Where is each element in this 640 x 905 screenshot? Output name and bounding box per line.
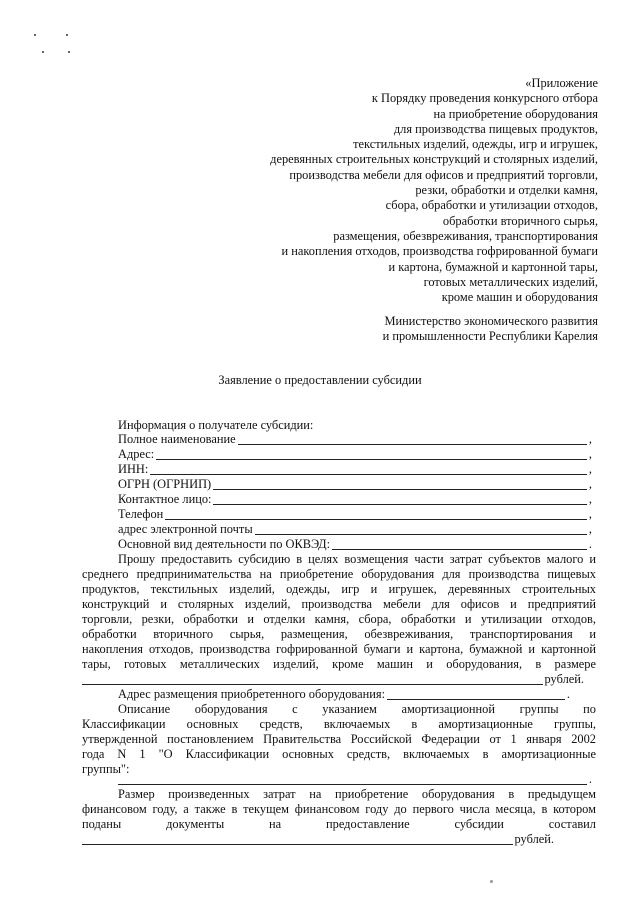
description-line: Описание оборудования с указанием амортизационной группы по <box>118 702 596 716</box>
addressee-block <box>298 314 598 345</box>
phone-field[interactable] <box>165 509 587 520</box>
field-comma: , <box>588 492 592 506</box>
ogrn-field[interactable] <box>213 479 587 490</box>
header-line: резки, обработки и отделки камня, <box>415 183 598 198</box>
field-period: . <box>566 687 570 701</box>
field-period: . <box>588 537 592 551</box>
okved-label: Основной вид деятельности по ОКВЭД: <box>118 537 331 551</box>
amount-currency-label: рублей. <box>514 832 554 846</box>
scan-speck <box>42 51 44 53</box>
header-line: готовых металлических изделий, <box>423 274 598 289</box>
equipment-address-field[interactable] <box>387 689 565 700</box>
header-line: и накопления отходов, производства гофрированной бумаги <box>281 244 598 259</box>
description-line: группы": <box>82 762 130 776</box>
contact-row <box>118 492 592 507</box>
appendix-header <box>198 76 598 305</box>
request-line: торговли, резки, обработки и отделки камня, сбора, обработки и утилизации отходов, <box>82 612 596 626</box>
document-title: Заявление о предоставлении субсидии <box>218 373 422 387</box>
contact-field[interactable] <box>213 494 586 505</box>
request-line: Прошу предоставить субсидию в целях возмещения части затрат субъектов малого и <box>118 552 596 566</box>
field-comma: , <box>588 462 592 476</box>
request-line: конструкций и столярных изделий, производства мебели для офисов и предприятий <box>82 597 596 611</box>
addressee-line: и промышленности Республики Карелия <box>382 329 598 344</box>
subsidy-amount-field[interactable] <box>82 674 543 685</box>
header-line: сбора, обработки и утилизации отходов, <box>385 198 598 213</box>
full-name-label: Полное наименование <box>118 432 236 446</box>
phone-row <box>118 507 592 522</box>
header-line: к Порядку проведения конкурсного отбора <box>371 91 598 106</box>
recipient-info-heading: Информация о получателе субсидии: <box>118 418 314 432</box>
request-line: тары, готовых металлических изделий, кроме машин и оборудования, в размере <box>82 657 596 671</box>
header-line: производства мебели для офисов и предприятий торговли, <box>289 167 598 182</box>
address-label: Адрес: <box>118 447 155 461</box>
ogrn-row <box>118 477 592 492</box>
addressee-line: Министерство экономического развития <box>384 314 598 328</box>
inn-label: ИНН: <box>118 462 149 476</box>
header-line: кроме машин и оборудования <box>441 290 598 305</box>
inn-field[interactable] <box>150 464 587 475</box>
request-line: накопления отходов, производства гофрированной бумаги и картона, бумажной и картонной <box>82 642 596 656</box>
address-field[interactable] <box>156 449 587 460</box>
header-line: для производства пищевых продуктов, <box>393 121 598 136</box>
phone-label: Телефон <box>118 507 164 521</box>
costs-line: Размер произведенных затрат на приобретение оборудования в предыдущем <box>118 787 596 801</box>
okved-row <box>118 537 592 552</box>
header-line: «Приложение <box>525 76 598 90</box>
request-line: среднего предпринимательства на приобретение оборудования для производства пищевых <box>82 567 596 581</box>
email-row <box>118 522 592 537</box>
description-field[interactable] <box>118 774 587 785</box>
address-row <box>118 447 592 462</box>
header-line: и картона, бумажной и картонной тары, <box>388 259 598 274</box>
description-line: утвержденной постановлением Правительства Российской Федерации от 1 января 2002 <box>82 732 596 746</box>
header-line: обработки вторичного сырья, <box>442 213 598 228</box>
field-comma: , <box>588 522 592 536</box>
field-comma: , <box>588 432 592 446</box>
amount-currency-label: рублей. <box>544 672 584 686</box>
costs-line: поданы документы на предоставление субсидии составил <box>82 817 596 831</box>
field-period: . <box>588 772 592 786</box>
costs-line: финансовом году, а также в текущем финансовом году до первого числа месяца, в котором <box>82 802 596 816</box>
description-line: Классификации основных средств, включаемых в амортизационные группы, <box>82 717 596 731</box>
field-comma: , <box>588 447 592 461</box>
subsidy-amount-row <box>82 672 584 687</box>
email-field[interactable] <box>255 524 587 535</box>
scan-speck <box>34 34 36 36</box>
email-label: адрес электронной почты <box>118 522 253 536</box>
header-line: деревянных строительных конструкций и столярных изделий, <box>270 152 598 167</box>
okved-field[interactable] <box>332 539 587 550</box>
scan-speck <box>490 880 493 883</box>
costs-amount-field[interactable] <box>82 834 513 845</box>
description-line: года N 1 "О Классификации основных средств, включаемых в амортизационные <box>82 747 596 761</box>
costs-amount-row <box>82 832 554 847</box>
request-line: обработки вторичного сырья, размещения, обезвреживания, транспортирования и <box>82 627 596 641</box>
request-line: продуктов, текстильных изделий, одежды, игр и игрушек, деревянных строительных <box>82 582 596 596</box>
full-name-row <box>118 432 592 447</box>
equipment-address-row <box>118 687 570 702</box>
contact-label: Контактное лицо: <box>118 492 212 506</box>
ogrn-label: ОГРН (ОГРНИП) <box>118 477 212 491</box>
header-line: текстильных изделий, одежды, игр и игрушек, <box>353 137 598 152</box>
equipment-address-label: Адрес размещения приобретенного оборудования: <box>118 687 386 701</box>
inn-row <box>118 462 592 477</box>
header-line: размещения, обезвреживания, транспортирования <box>333 228 598 243</box>
full-name-field[interactable] <box>238 434 587 445</box>
scan-speck <box>68 51 70 53</box>
field-comma: , <box>588 477 592 491</box>
scan-speck <box>66 34 68 36</box>
header-line: на приобретение оборудования <box>433 106 598 121</box>
field-comma: , <box>588 507 592 521</box>
description-fill-row <box>118 772 592 787</box>
